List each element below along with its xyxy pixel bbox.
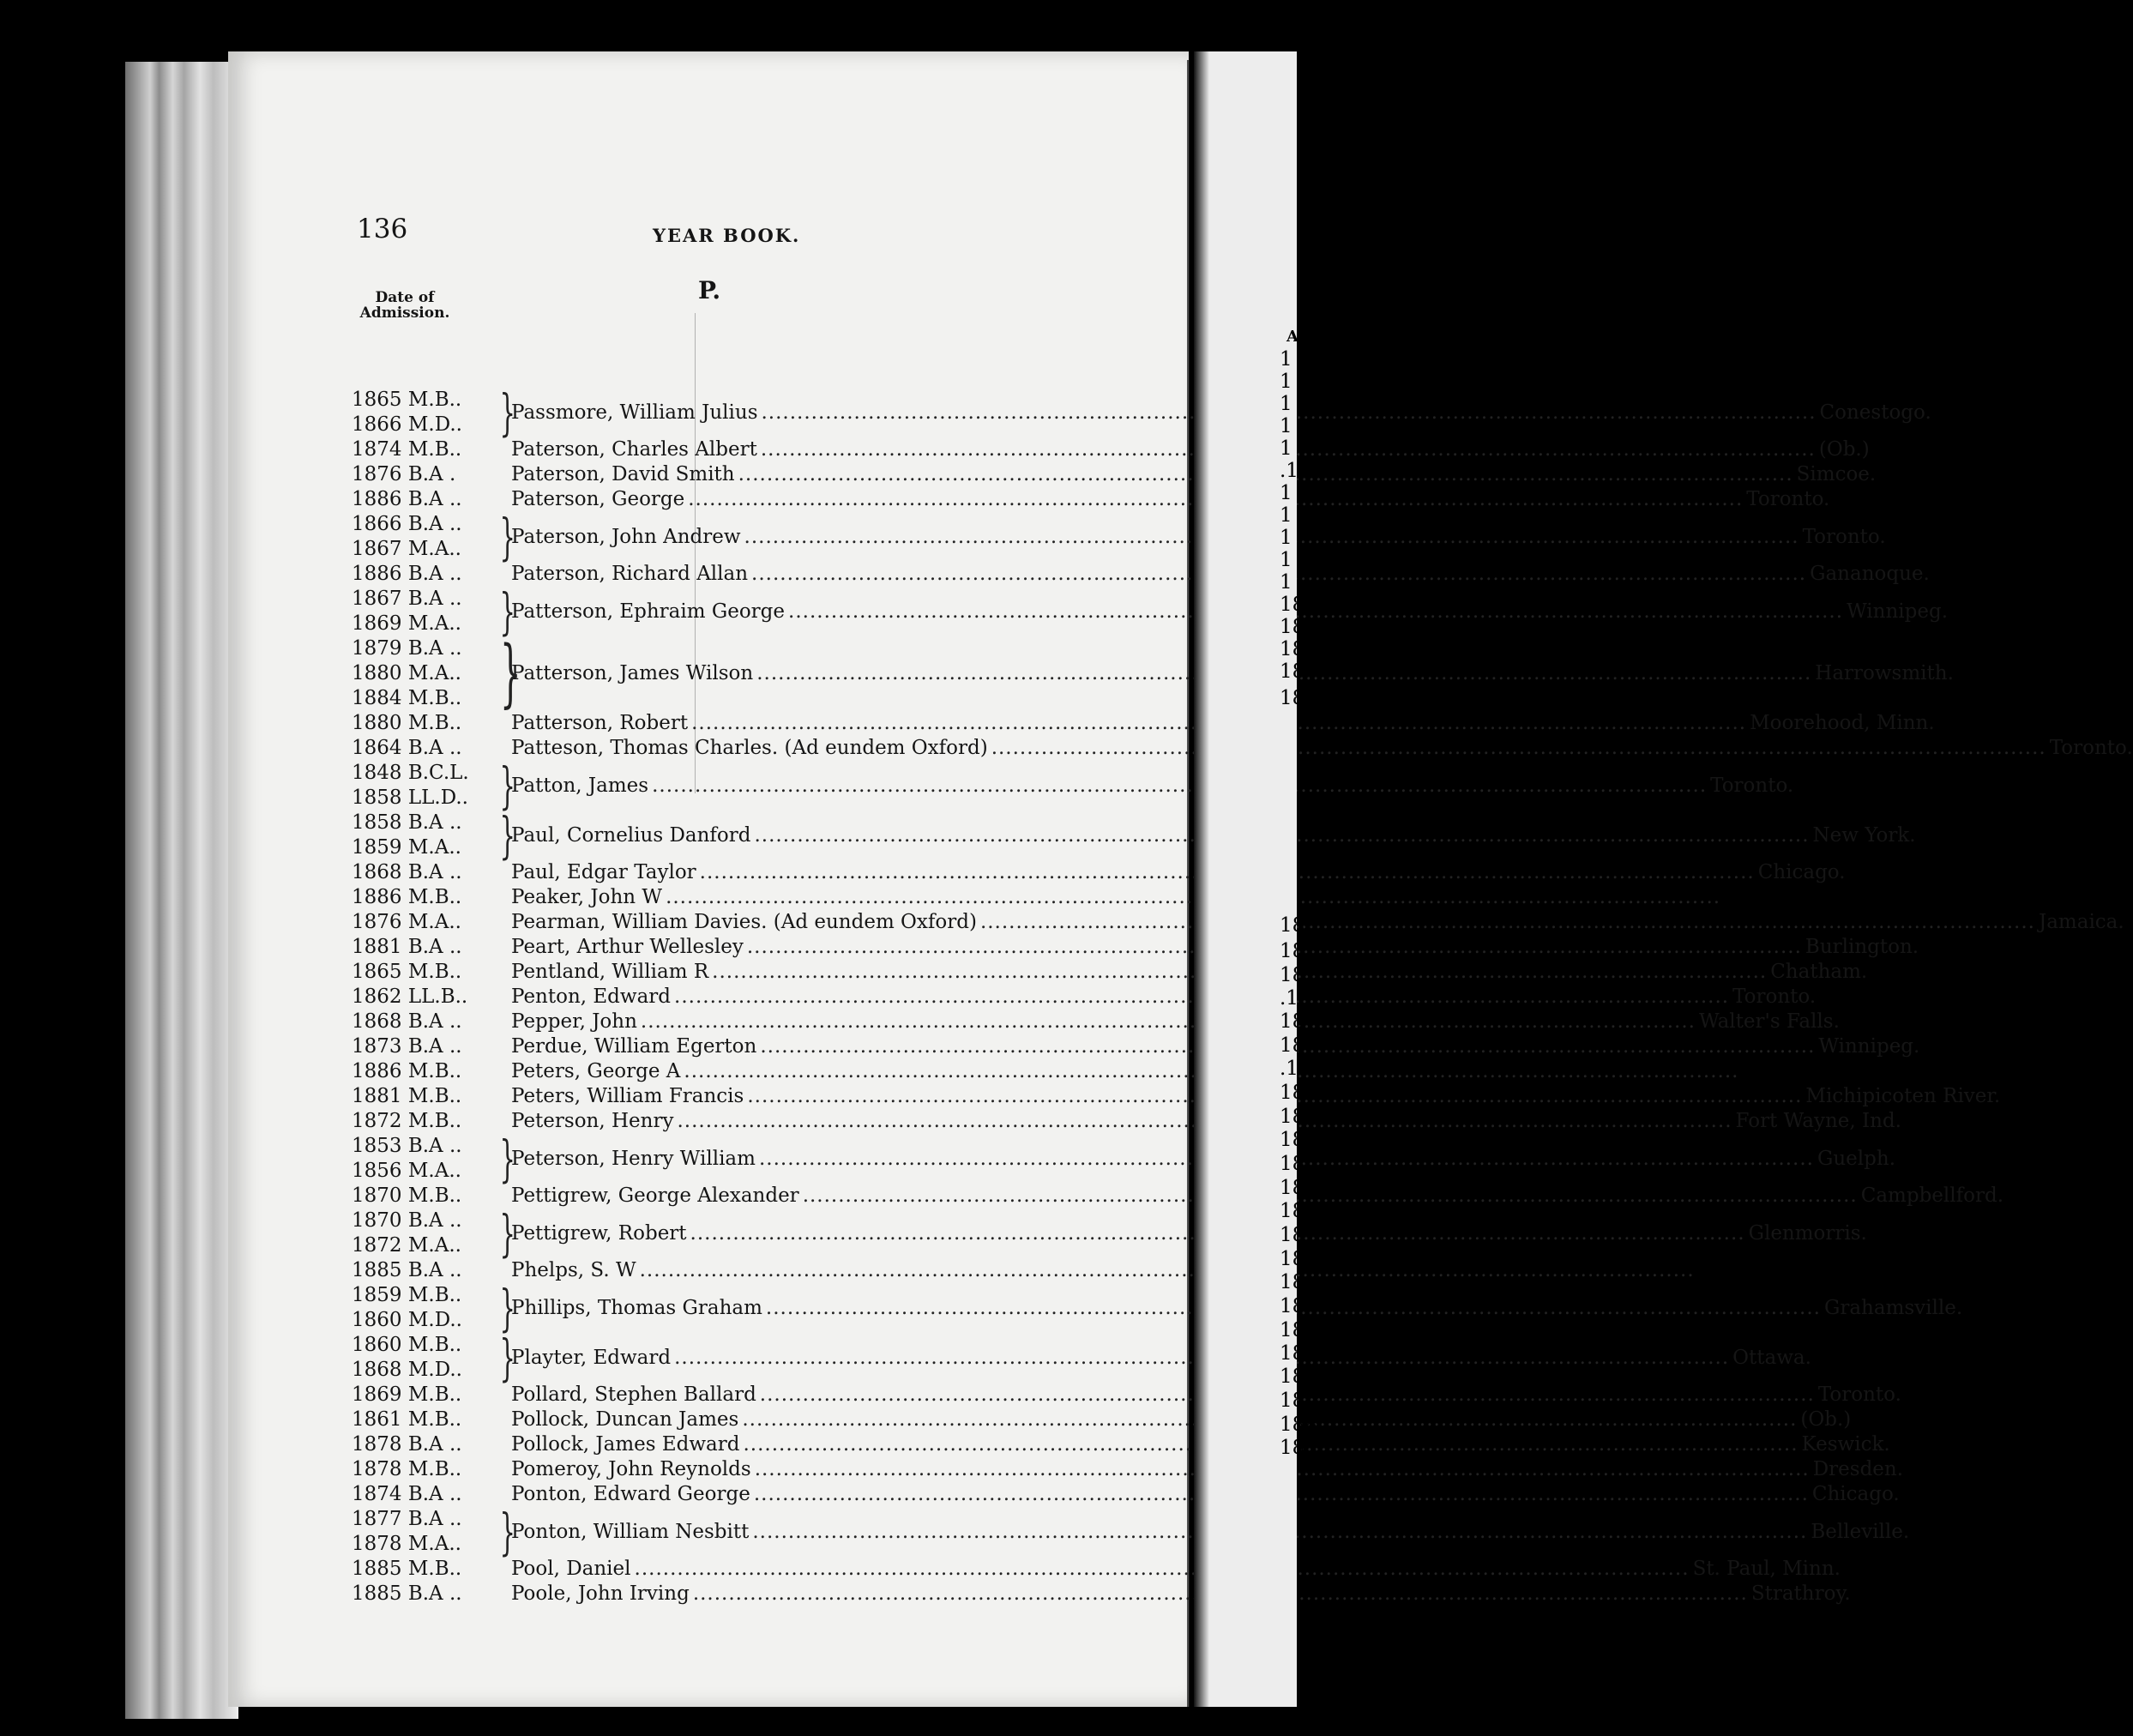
column-header [353,290,456,321]
facing-fragment: 1 [1280,393,1292,415]
admission-date: 1886 M.B.. [352,1060,462,1082]
entry-row [352,1109,1901,1134]
graduate-name: Peters, William Francis [511,1085,744,1107]
graduate-name: Pentland, William R [511,961,709,983]
residence: (Ob.) [1818,438,1870,461]
facing-fragment: 18 [1280,1389,1305,1412]
dot-leader [788,600,1843,624]
admission-date: 1868 M.D.. [352,1359,462,1381]
entry-name-line [511,774,1794,799]
admission-date: 1870 M.B.. [352,1184,462,1207]
facing-fragment: 18 [1280,1224,1305,1246]
entry-name-line [511,823,1916,848]
facing-fragment: 18 [1280,1319,1305,1341]
graduate-name: Pool, Daniel [511,1558,631,1580]
residence: Keswick. [1801,1433,1890,1456]
admission-dates [352,1283,496,1333]
facing-fragment: 188 [1280,1414,1317,1436]
graduate-name: Peterson, Henry [511,1110,674,1132]
admission-dates [352,1432,496,1457]
facing-fragment: 18 [1280,1082,1305,1104]
entry-row [352,1482,1900,1507]
admission-date: 1881 M.B.. [352,1085,462,1107]
entry-row [352,806,1916,865]
admission-dates [352,1557,496,1582]
entry-row [352,885,1148,910]
admission-date: 1872 M.A.. [352,1234,461,1257]
brace-mark: } [499,756,515,815]
residence: Moorehood, Minn. [1750,712,1935,734]
admission-date: 1869 M.A.. [352,612,461,635]
graduate-name: Penton, Edward [511,986,672,1008]
admission-dates [352,1582,496,1606]
facing-fragment: 18 [1280,1010,1305,1033]
entry-row [352,1557,1841,1582]
residence: Toronto. [2049,737,2133,759]
admission-date: 1865 M.B.. [352,389,462,411]
admission-date: 1866 B.A .. [352,513,462,535]
entry-name-line [511,401,1931,425]
graduate-name: Patterson, Ephraim George [511,600,786,623]
admission-date: 1876 M.A.. [352,911,461,933]
residence: Simcoe. [1796,463,1877,485]
entry-name-line [511,1457,1904,1482]
graduate-name: Ponton, Edward George [511,1483,750,1505]
facing-fragment: 18 [1280,940,1305,962]
entry-name-line [511,1557,1841,1582]
facing-fragment: 1 [1280,415,1292,437]
admission-dates [352,860,496,885]
graduate-name: Playter, Edward [511,1346,672,1369]
admission-date: 1873 B.A .. [352,1035,462,1058]
residence: Toronto. [1817,1383,1901,1406]
entry-row [352,1279,1963,1337]
admission-date: 1879 B.A .. [352,637,462,660]
book-page [228,51,2133,1707]
graduate-name: Paul, Cornelius Danford [511,823,751,847]
graduate-name: Paterson, Charles Albert [511,438,757,461]
residence: Glenmorris. [1748,1221,1867,1245]
admission-date: 1877 B.A .. [352,1508,462,1530]
graduate-name: Patterson, James Wilson [511,662,754,684]
admission-dates [352,1383,496,1407]
graduate-name: Paterson, George [511,488,685,510]
entry-row [352,487,1830,512]
residence: Walter's Falls. [1698,1010,1840,1033]
entry-row [352,1184,2004,1209]
residence: Ottawa. [1732,1346,1811,1369]
admission-date: 1878 M.A.. [352,1533,461,1555]
admission-date: 1861 M.B.. [352,1408,462,1431]
entry-row [352,562,1930,587]
admission-date: 1862 LL.B.. [352,986,468,1008]
facing-fragment: .1 [1280,460,1298,482]
residence: Chatham. [1770,961,1868,983]
facing-fragment: 18 [1280,1342,1305,1365]
admission-date: 1872 M.B.. [352,1110,462,1132]
entry-row [352,960,1868,985]
admission-date: 1878 M.B.. [352,1458,462,1480]
entry-row [352,582,1949,641]
facing-page [1194,51,1317,1707]
facing-fragment: 1 [1280,482,1292,504]
brace-mark: } [499,1204,515,1263]
facing-fragment: 18 [1280,638,1305,660]
admission-date: 1858 B.A .. [352,811,462,834]
admission-date: 1878 B.A .. [352,1433,462,1456]
admission-dates [352,1457,496,1482]
residence: Dresden. [1812,1458,1904,1480]
admission-dates [352,935,496,960]
entry-name-line [511,885,1148,910]
entry-name-line [511,1582,1851,1606]
facing-fragment: 188 [1280,1437,1317,1459]
graduate-name: Pomeroy, John Reynolds [511,1458,751,1480]
entry-row [352,462,1877,487]
graduate-name: Pollock, Duncan James [511,1408,739,1431]
admission-date: 1868 B.A .. [352,1010,462,1033]
entry-row [352,1503,1910,1561]
residence: Toronto. [1746,488,1830,510]
residence: Belleville. [1811,1520,1910,1543]
facing-fragment: 18 [1280,1295,1305,1317]
dot-leader [640,1258,1695,1283]
brace-mark: } [499,383,515,442]
entry-name-line [511,462,1877,487]
facing-fragment: 18 [1280,1153,1305,1175]
facing-fragment: 1 [1280,527,1292,549]
facing-fragment: 18 [1280,1271,1305,1293]
entry-row [352,630,1954,716]
admission-dates [352,636,496,711]
admission-date: 1874 B.A .. [352,1483,462,1505]
graduate-name: Pearman, William Davies. (Ad eundem Oxford) [511,911,977,933]
admission-dates [352,1507,496,1557]
residence: (Ob.) [1800,1408,1852,1431]
column-header-line: Date of [375,289,435,306]
facing-fragment: 1 [1280,348,1292,371]
entry-row [352,1010,1840,1034]
brace-mark: } [499,1279,515,1337]
admission-date: 1856 M.A.. [352,1160,461,1182]
binding-shadow [1194,51,1209,1707]
admission-dates [352,811,496,860]
admission-date: 1858 LL.D.. [352,787,468,809]
residence: Grahamsville. [1823,1296,1963,1319]
admission-date: 1884 M.B.. [352,687,462,709]
graduate-name: Perdue, William Egerton [511,1035,757,1058]
graduate-name: Pollock, James Edward [511,1433,740,1456]
admission-date: 1886 B.A .. [352,488,462,510]
facing-fragment: .18 [1280,987,1311,1010]
residence: Toronto. [1710,774,1794,797]
residence: Winnipeg. [1818,1035,1920,1058]
graduate-name: Patton, James [511,774,649,797]
entry-row [352,1059,1148,1084]
entry-row [352,1130,1896,1188]
admission-date: 1859 M.A.. [352,836,461,859]
facing-fragment: 18 [1280,1034,1305,1057]
admission-dates [352,1184,496,1209]
section-letter: P. [698,276,721,304]
running-head: YEAR BOOK. [653,225,801,246]
facing-fragment: 1 [1280,504,1292,527]
admission-date: 1869 M.B.. [352,1383,462,1406]
admission-date: 1885 B.A .. [352,1582,462,1605]
entry-name-line [511,437,1870,462]
residence: Michipicoten River. [1805,1085,2001,1107]
entry-name-line [511,1520,1910,1545]
admission-dates [352,437,496,462]
entry-row [352,935,1919,960]
graduate-name: Patteson, Thomas Charles. (Ad eundem Oxford) [511,737,988,759]
entry-row [352,1383,1901,1407]
admission-date: 1867 M.A.. [352,538,461,560]
residence: Fort Wayne, Ind. [1735,1110,1901,1132]
entry-name-line [511,711,1935,736]
admission-date: 1859 M.B.. [352,1284,462,1306]
admission-date: 1853 B.A .. [352,1135,462,1157]
facing-fragment: 1 [1280,371,1292,393]
facing-fragment: 1 [1280,549,1292,571]
graduate-name: Phelps, S. W [511,1259,636,1281]
residence: New York. [1812,823,1916,847]
admission-date: 1867 B.A .. [352,588,462,610]
facing-fragment: 18 [1280,1365,1305,1388]
entry-name-line [511,1059,1148,1084]
entry-name-line [511,525,1886,550]
admission-dates [352,1209,496,1258]
residence: Winnipeg. [1847,600,1949,623]
graduate-name: Patterson, Robert [511,712,689,734]
admission-dates [352,1109,496,1134]
admission-date: 1885 B.A .. [352,1259,462,1281]
admission-dates [352,388,496,437]
page-number: 136 [357,214,408,244]
graduate-name: Peters, George A [511,1060,681,1082]
graduate-name: Paterson, Richard Allan [511,563,749,585]
graduate-name: Peart, Arthur Wellesley [511,936,744,958]
entry-name-line [511,1258,1148,1283]
facing-fragment: 1 [1280,437,1292,460]
graduate-name: Phillips, Thomas Graham [511,1296,762,1319]
facing-fragment: 18 [1280,1248,1305,1270]
entry-row [352,1457,1904,1482]
entry-row [352,437,1870,462]
dot-leader [803,1184,1858,1209]
graduate-name: Paul, Edgar Taylor [511,861,696,883]
residence: Guelph. [1817,1147,1896,1170]
admission-date: 1864 B.A .. [352,737,462,759]
admission-date: 1874 M.B.. [352,438,462,461]
residence: Toronto. [1802,525,1886,548]
admission-date: 1865 M.B.. [352,961,462,983]
facing-fragment: 18 [1280,687,1305,709]
entry-row [352,756,1794,815]
admission-dates [352,1407,496,1432]
brace-mark: } [499,1130,515,1188]
dot-leader [635,1557,1690,1582]
column-header-line: Admission. [359,304,450,322]
facing-fragment: 18 [1280,616,1305,638]
admission-dates [352,1134,496,1184]
entry-row [352,1084,2001,1109]
admission-date: 1870 B.A .. [352,1209,462,1232]
residence: Strathroy. [1750,1582,1851,1605]
entry-name-line [511,1482,1900,1507]
admission-dates [352,711,496,736]
graduate-name: Pollard, Stephen Ballard [511,1383,756,1406]
facing-fragment: 18 [1280,914,1305,937]
facing-fragment: .18 [1280,1058,1311,1080]
admission-dates [352,462,496,487]
admission-date: 1860 M.B.. [352,1334,462,1356]
entry-row [352,508,1886,566]
entry-name-line [511,860,1846,885]
admission-dates [352,1059,496,1084]
graduate-name: Poole, John Irving [511,1582,690,1605]
entry-name-line [511,562,1930,587]
residence: Gananoque. [1810,563,1930,585]
admission-date: 1885 M.B.. [352,1558,462,1580]
graduate-name: Pepper, John [511,1010,637,1033]
graduate-name: Paterson, David Smith [511,463,735,485]
brace-mark: } [499,1329,515,1387]
entry-row [352,1582,1851,1606]
admission-dates [352,761,496,811]
admission-date: 1886 B.A .. [352,563,462,585]
entry-name-line [511,736,2133,761]
graduate-name: Paterson, John Andrew [511,525,741,548]
residence: Chicago. [1811,1483,1900,1505]
admission-dates [352,562,496,587]
residence: Jamaica. [2038,911,2124,933]
graduate-name: Peterson, Henry William [511,1147,756,1170]
facing-fragment: 18 [1280,1177,1305,1199]
entry-row [352,711,1935,736]
brace-mark: } [499,508,515,566]
facing-fragment: 18 [1280,1106,1305,1128]
entry-row [352,985,1817,1010]
residence: St. Paul, Minn. [1692,1558,1841,1580]
admission-dates [352,587,496,636]
graduate-name: Pettigrew, Robert [511,1221,687,1245]
entry-row [352,1034,1920,1059]
admission-dates [352,1258,496,1283]
admission-date: 1880 M.A.. [352,662,461,684]
facing-fragment: 18 [1280,660,1305,683]
brace-mark: } [499,582,515,641]
dot-leader [641,1010,1696,1034]
entry-name-line [511,487,1830,512]
dot-leader [991,736,2046,761]
facing-fragment: 18 [1280,1200,1305,1222]
admission-date: 1848 B.C.L. [352,762,469,784]
residence: Conestogo. [1819,401,1931,424]
entry-row [352,1258,1148,1283]
facing-fragment: 18 [1280,594,1305,616]
admission-dates [352,885,496,910]
entry-row [352,736,2133,761]
facing-fragment: 18 [1280,1129,1305,1151]
page-edges [125,62,238,1719]
admission-dates [352,1010,496,1034]
admission-date: 1876 B.A . [352,463,456,485]
admission-dates [352,487,496,512]
dot-leader [652,774,1707,799]
admission-dates [352,1333,496,1383]
facing-header-fragment: A [1286,328,1298,346]
graduate-name: Ponton, William Nesbitt [511,1520,750,1543]
admission-date: 1881 B.A .. [352,936,462,958]
admission-dates [352,736,496,761]
entry-row [352,383,1931,442]
entry-row [352,1204,1867,1263]
facing-fragment: 18 [1280,964,1305,986]
admission-date: 1868 B.A .. [352,861,462,883]
admission-dates [352,1084,496,1109]
graduate-name: Pettigrew, George Alexander [511,1184,799,1207]
admission-dates [352,512,496,562]
entry-row [352,910,2124,935]
admission-date: 1880 M.B.. [352,712,462,734]
residence: Campbellford. [1860,1184,2004,1207]
brace-mark: } [499,806,515,865]
admission-dates [352,985,496,1010]
residence: Chicago. [1757,861,1846,883]
residence: Burlington. [1805,936,1919,958]
admission-date: 1866 M.D.. [352,413,462,436]
admission-date: 1886 M.B.. [352,886,462,908]
graduate-name: Peaker, John W [511,886,663,908]
residence: Harrowsmith. [1815,662,1954,684]
admission-date: 1860 M.D.. [352,1309,462,1331]
graduate-name: Passmore, William Julius [511,401,758,424]
admission-dates [352,1034,496,1059]
residence: Toronto. [1732,986,1817,1008]
brace-mark: } [499,1503,515,1561]
facing-fragment: 1 [1280,571,1292,594]
entry-row [352,1329,1811,1387]
admission-dates [352,960,496,985]
admission-dates [352,910,496,935]
brace-mark: } [499,630,521,716]
dot-leader [980,910,2035,935]
admission-dates [352,1482,496,1507]
entry-list [352,383,2133,1606]
entry-row [352,860,1846,885]
